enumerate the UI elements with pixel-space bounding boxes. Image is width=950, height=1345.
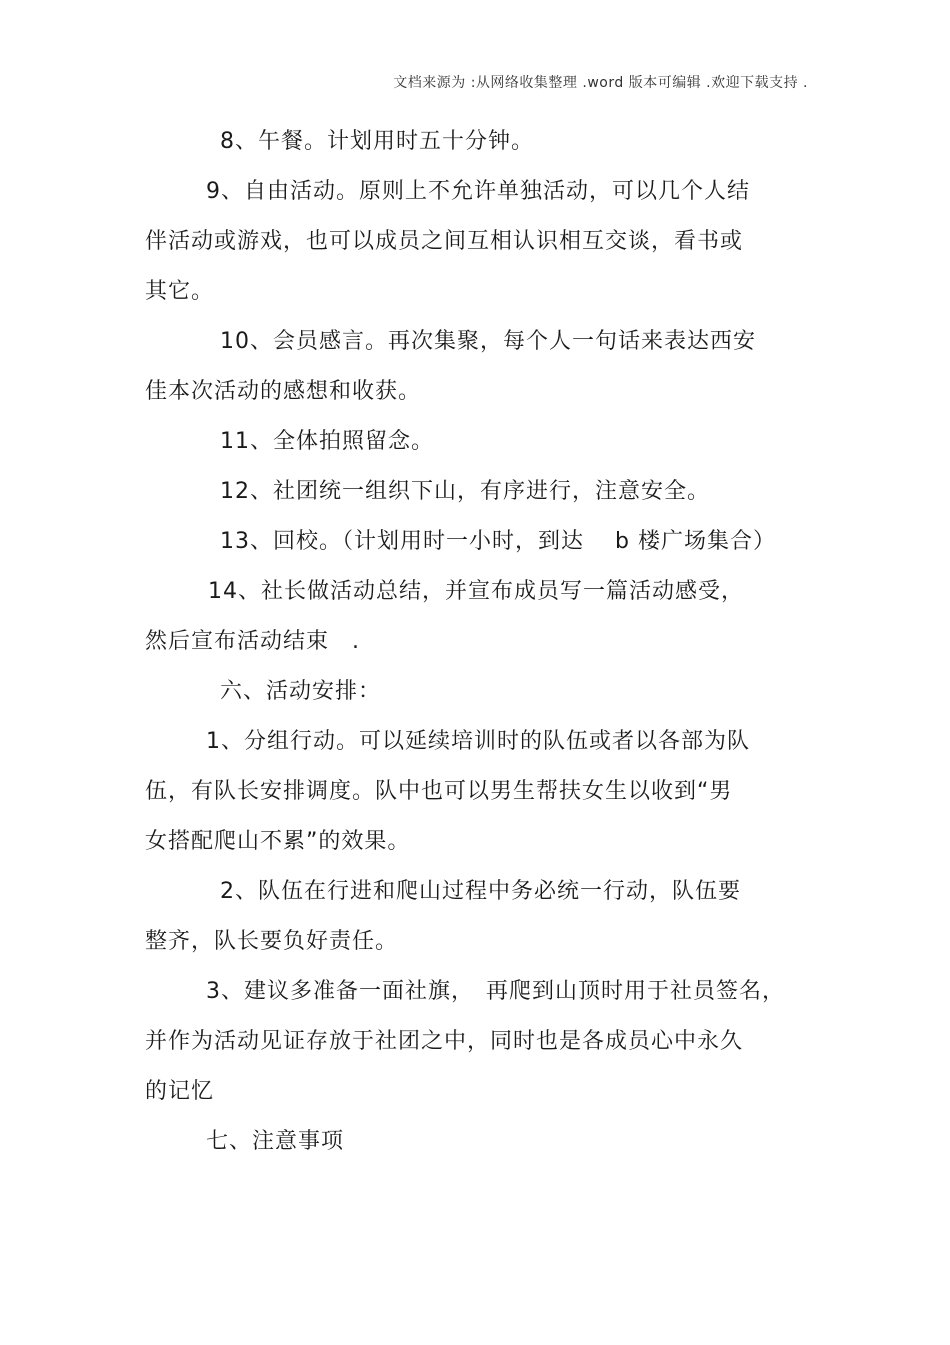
arrangement-1-line-2: 伍，有队长安排调度。队中也可以男生帮扶女生以收到“男: [145, 779, 733, 804]
item-10-line-1: 10、会员感言。再次集聚，每个人一句话来表达西安: [220, 329, 756, 354]
arrangement-3-line-3: 的记忆: [145, 1079, 215, 1104]
item-9-line-1: 9、自由活动。原则上不允许单独活动，可以几个人结: [206, 179, 750, 204]
item-12: 12、社团统一组织下山，有序进行，注意安全。: [220, 479, 710, 504]
arrangement-2-line-2: 整齐，队长要负好责任。: [145, 929, 399, 954]
item-9-line-3: 其它。: [145, 279, 215, 304]
item-14-line-2: 然后宣布活动结束 .: [145, 629, 360, 654]
arrangement-3-line-2: 并作为活动见证存放于社团之中，同时也是各成员心中永久: [145, 1029, 744, 1054]
item-8-lunch: 8、午餐。计划用时五十分钟。: [220, 129, 534, 154]
arrangement-1-line-1: 1、分组行动。可以延续培训时的队伍或者以各部为队: [206, 729, 750, 754]
item-13: 13、回校。（计划用时一小时，到达 b 楼广场集合）: [220, 529, 776, 554]
item-14-line-1: 14、社长做活动总结，并宣布成员写一篇活动感受，: [208, 579, 744, 604]
item-9-line-2: 伴活动或游戏，也可以成员之间互相认识相互交谈，看书或: [145, 229, 744, 254]
section-6-heading: 六、活动安排：: [220, 679, 382, 704]
arrangement-2-line-1: 2、队伍在行进和爬山过程中务必统一行动，队伍要: [220, 879, 741, 904]
section-7-heading: 七、注意事项: [206, 1129, 345, 1154]
arrangement-3-line-1: 3、建议多准备一面社旗， 再爬到山顶时用于社员签名，: [206, 979, 785, 1004]
page-header-note: 文档来源为 :从网络收集整理 .word 版本可编辑 .欢迎下载支持 .: [393, 75, 808, 91]
item-11: 11、全体拍照留念。: [220, 429, 434, 454]
item-10-line-2: 佳本次活动的感想和收获。: [145, 379, 422, 404]
arrangement-1-line-3: 女搭配爬山不累”的效果。: [145, 829, 411, 854]
